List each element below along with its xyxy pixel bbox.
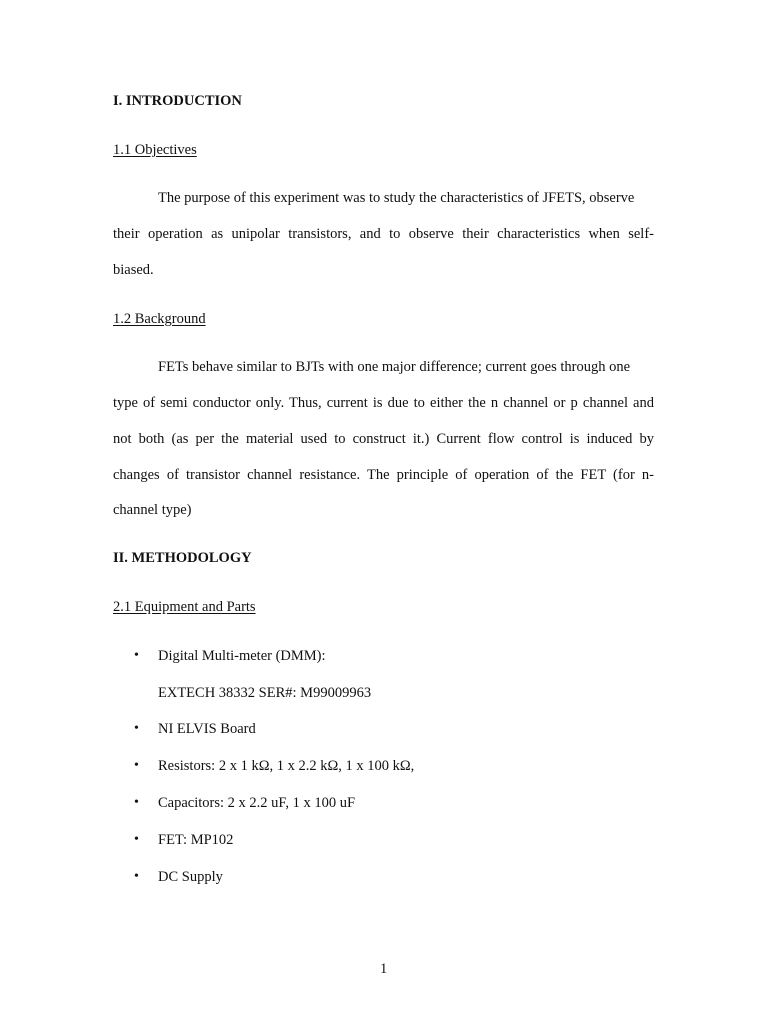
list-item-dmm: Digital Multi-meter (DMM): bbox=[158, 648, 326, 664]
list-item-fet: FET: MP102 bbox=[158, 832, 234, 848]
bullet-icon: • bbox=[134, 795, 139, 810]
bullet-icon: • bbox=[134, 832, 139, 847]
background-line-4: changes of transistor channel resistance. The principle of operation of the FET (for n- bbox=[113, 468, 654, 483]
section-heading-methodology: II. METHODOLOGY bbox=[113, 550, 252, 566]
background-line-5: channel type) bbox=[113, 502, 192, 518]
background-line-1: FETs behave similar to BJTs with one major difference; current goes through one bbox=[158, 359, 631, 375]
background-line-2: type of semi conductor only. Thus, current is due to either the n channel or p channel and bbox=[113, 396, 654, 411]
list-item-dmm-detail: EXTECH 38332 SER#: M99009963 bbox=[158, 685, 372, 701]
list-item-elvis: NI ELVIS Board bbox=[158, 721, 256, 737]
background-line-3: not both (as per the material used to construct it.) Current flow control is induced by bbox=[113, 432, 654, 447]
subsection-heading-objectives: 1.1 Objectives bbox=[113, 142, 197, 158]
list-item-capacitors: Capacitors: 2 x 2.2 uF, 1 x 100 uF bbox=[158, 795, 356, 811]
bullet-icon: • bbox=[134, 758, 139, 773]
bullet-icon: • bbox=[134, 721, 139, 736]
bullet-icon: • bbox=[134, 648, 139, 663]
objectives-line-1: The purpose of this experiment was to study the characteristics of JFETS, observe bbox=[158, 190, 635, 206]
objectives-line-2: their operation as unipolar transistors, and to observe their characteristics when self- bbox=[113, 227, 654, 242]
subsection-heading-background: 1.2 Background bbox=[113, 311, 206, 327]
section-heading-introduction: I. INTRODUCTION bbox=[113, 93, 242, 109]
bullet-icon: • bbox=[134, 869, 139, 884]
subsection-heading-equipment: 2.1 Equipment and Parts bbox=[113, 599, 256, 615]
page-number: 1 bbox=[380, 961, 388, 977]
objectives-line-3: biased. bbox=[113, 262, 154, 278]
list-item-dc-supply: DC Supply bbox=[158, 869, 223, 885]
list-item-resistors: Resistors: 2 x 1 kΩ, 1 x 2.2 kΩ, 1 x 100 kΩ, bbox=[158, 758, 415, 774]
